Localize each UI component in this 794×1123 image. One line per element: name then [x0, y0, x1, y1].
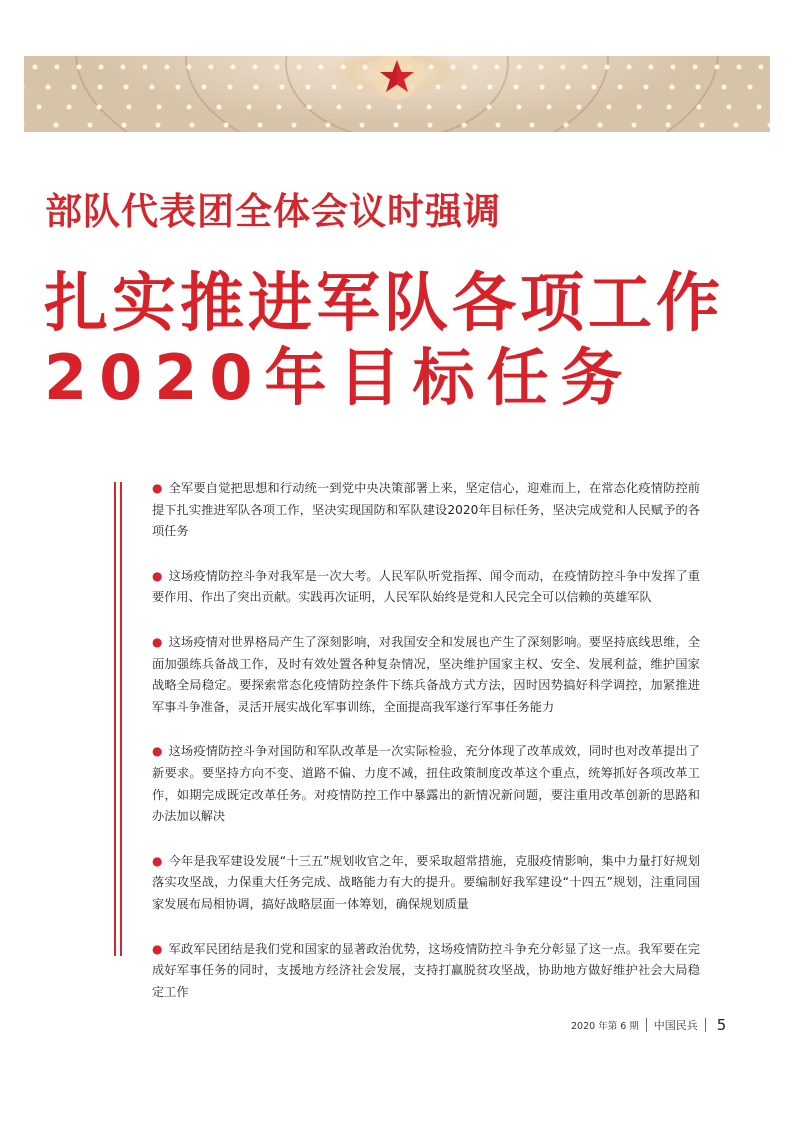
- red-star-icon: [371, 56, 423, 108]
- footer-divider: [646, 1018, 647, 1032]
- bullet-dot-icon: ●: [152, 853, 163, 868]
- key-point: [152, 632, 700, 718]
- bullet-dot-icon: ●: [152, 481, 163, 495]
- decorative-vertical-rule: [114, 482, 116, 956]
- key-point-text: 这场疫情防控斗争对我军是一次大考。人民军队听党指挥、闻令而动，在疫情防控斗争中发挥了重要作用、作出了突出贡献。实践再次证明，人民军队始终是党和人民完全可以信赖的英雄军队: [152, 568, 700, 605]
- article-title-line-2: 2020年目标任务: [44, 341, 635, 414]
- key-point-text: 这场疫情防控斗争对国防和军队改革是一次实际检验，充分体现了改革成效，同时也对改革提出了新要求。要坚持方向不变、道路不偏、力度不减，扭住政策制度改革这个重点，统筹抓好各项改革工作，如期完成既定改革任务。对疫情防控工作中暴露出的新情况新问题，要注重用改革创新的思路和办法加以解决: [152, 744, 700, 824]
- article-title-line-1: 扎实推进军队各项工作: [44, 267, 724, 341]
- bullet-dot-icon: ●: [152, 941, 163, 956]
- key-point: [152, 939, 700, 1004]
- bullet-dot-icon: ●: [152, 634, 163, 649]
- article-subtitle: 部队代表团全体会议时强调: [45, 190, 501, 233]
- key-points-list: [152, 478, 700, 1003]
- key-point-text: 这场疫情对世界格局产生了深刻影响，对我国安全和发展也产生了深刻影响。要坚持底线思维，全面加强练兵备战工作，及时有效处置各种复杂情况，坚决维护国家主权、安全、发展利益，维护国家战略全局稳定。要探索常态化疫情防控条件下练兵备战方式方法，因时因势搞好科学调控，加紧推进军事斗争准备，灵活开展实战化军事训练，全面提高我军遂行军事任务能力: [152, 634, 700, 714]
- bullet-dot-icon: ●: [152, 568, 163, 583]
- magazine-name: 中国民兵: [653, 1019, 698, 1032]
- page-number: 5: [716, 1016, 727, 1034]
- key-point: [152, 566, 700, 609]
- key-point-text: 今年是我军建设发展“十三五”规划收官之年，要采取超常措施，克服疫情影响，集中力量打好规划落实攻坚战，力保重大任务完成、战略能力有大的提升。要编制好我军建设“十四五”规划，注重同国家发展布局相协调，搞好战略层面一体筹划，确保规划质量: [152, 853, 700, 911]
- key-point-text: 军政军民团结是我们党和国家的显著政治优势，这场疫情防控斗争充分彰显了这一点。我军要在完成好军事任务的同时，支援地方经济社会发展，支持打赢脱贫攻坚战，协助地方做好维护社会大局稳定工作: [152, 941, 700, 999]
- footer-divider: [705, 1018, 706, 1032]
- key-point: [152, 478, 700, 543]
- decorative-vertical-rule: [120, 482, 122, 956]
- bullet-dot-icon: ●: [152, 744, 163, 759]
- page-footer: [571, 1015, 726, 1035]
- ceiling-lights-row: [24, 118, 770, 132]
- issue-label: 2020 年第 6 期: [571, 1021, 639, 1032]
- key-point: [152, 741, 700, 827]
- key-point: [152, 851, 700, 916]
- header-banner-image: [24, 56, 770, 132]
- key-point-text: 全军要自觉把思想和行动统一到党中央决策部署上来，坚定信心，迎难而上，在常态化疫情防控前提下扎实推进军队各项工作，坚决实现国防和军队建设2020年目标任务，坚决完成党和人民赋予的各项任务: [152, 481, 700, 539]
